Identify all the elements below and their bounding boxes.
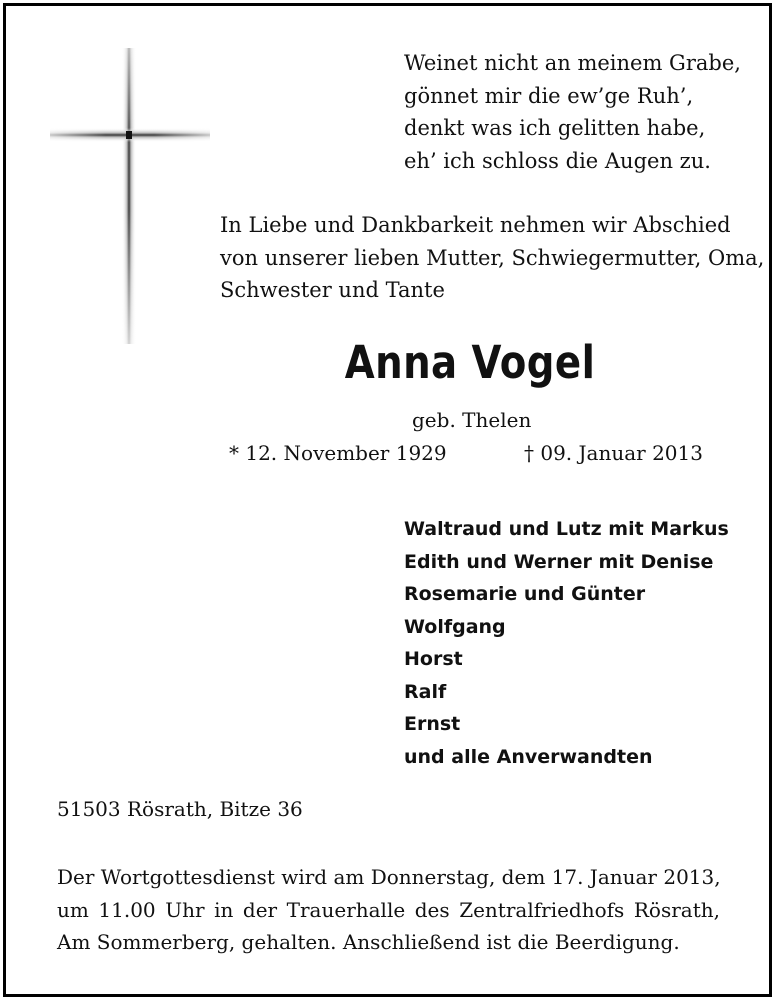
mourner-entry: Edith und Werner mit Denise: [404, 550, 714, 573]
deceased-name: Anna Vogel: [344, 336, 596, 389]
mourner-entry: Wolfgang: [404, 615, 506, 638]
mourner-entry: Ernst: [404, 713, 461, 735]
farewell-text: [220, 209, 765, 307]
poem-line: eh’ ich schloss die Augen zu.: [404, 148, 711, 173]
service-line: Am Sommerberg, gehalten. Anschließend ist die Beerdigung.: [57, 930, 680, 954]
farewell-line: Schwester und Tante: [220, 278, 445, 302]
poem-line: denkt was ich gelitten habe,: [404, 116, 706, 140]
mourners-list: [404, 513, 729, 773]
farewell-line: von unserer lieben Mutter, Schwiegermutter, Oma,: [220, 245, 765, 270]
memorial-poem: [404, 47, 741, 177]
service-line: um 11.00 Uhr in der Trauerhalle des Zentralfriedhofs Rösrath,: [57, 897, 720, 922]
service-line: Der Wortgottesdienst wird am Donnerstag, dem 17. Januar 2013,: [57, 865, 721, 889]
farewell-line: In Liebe und Dankbarkeit nehmen wir Abschied: [220, 213, 731, 237]
poem-line: gönnet mir die ew’ge Ruh’,: [404, 83, 694, 108]
mourner-entry: Ralf: [404, 680, 447, 703]
mourner-entry: und alle Anverwandten: [404, 745, 653, 768]
address: 51503 Rösrath, Bitze 36: [57, 797, 303, 821]
mourner-entry: Rosemarie und Günter: [404, 583, 646, 605]
poem-line: Weinet nicht an meinem Grabe,: [404, 51, 741, 75]
mourner-entry: Waltraud und Lutz mit Markus: [404, 518, 729, 540]
service-notice: [57, 861, 720, 959]
cross-icon: [50, 48, 210, 344]
birth-date: * 12. November 1929: [229, 441, 447, 465]
mourner-entry: Horst: [404, 648, 463, 670]
death-date: † 09. Januar 2013: [524, 441, 703, 465]
birth-name: geb. Thelen: [412, 408, 532, 432]
